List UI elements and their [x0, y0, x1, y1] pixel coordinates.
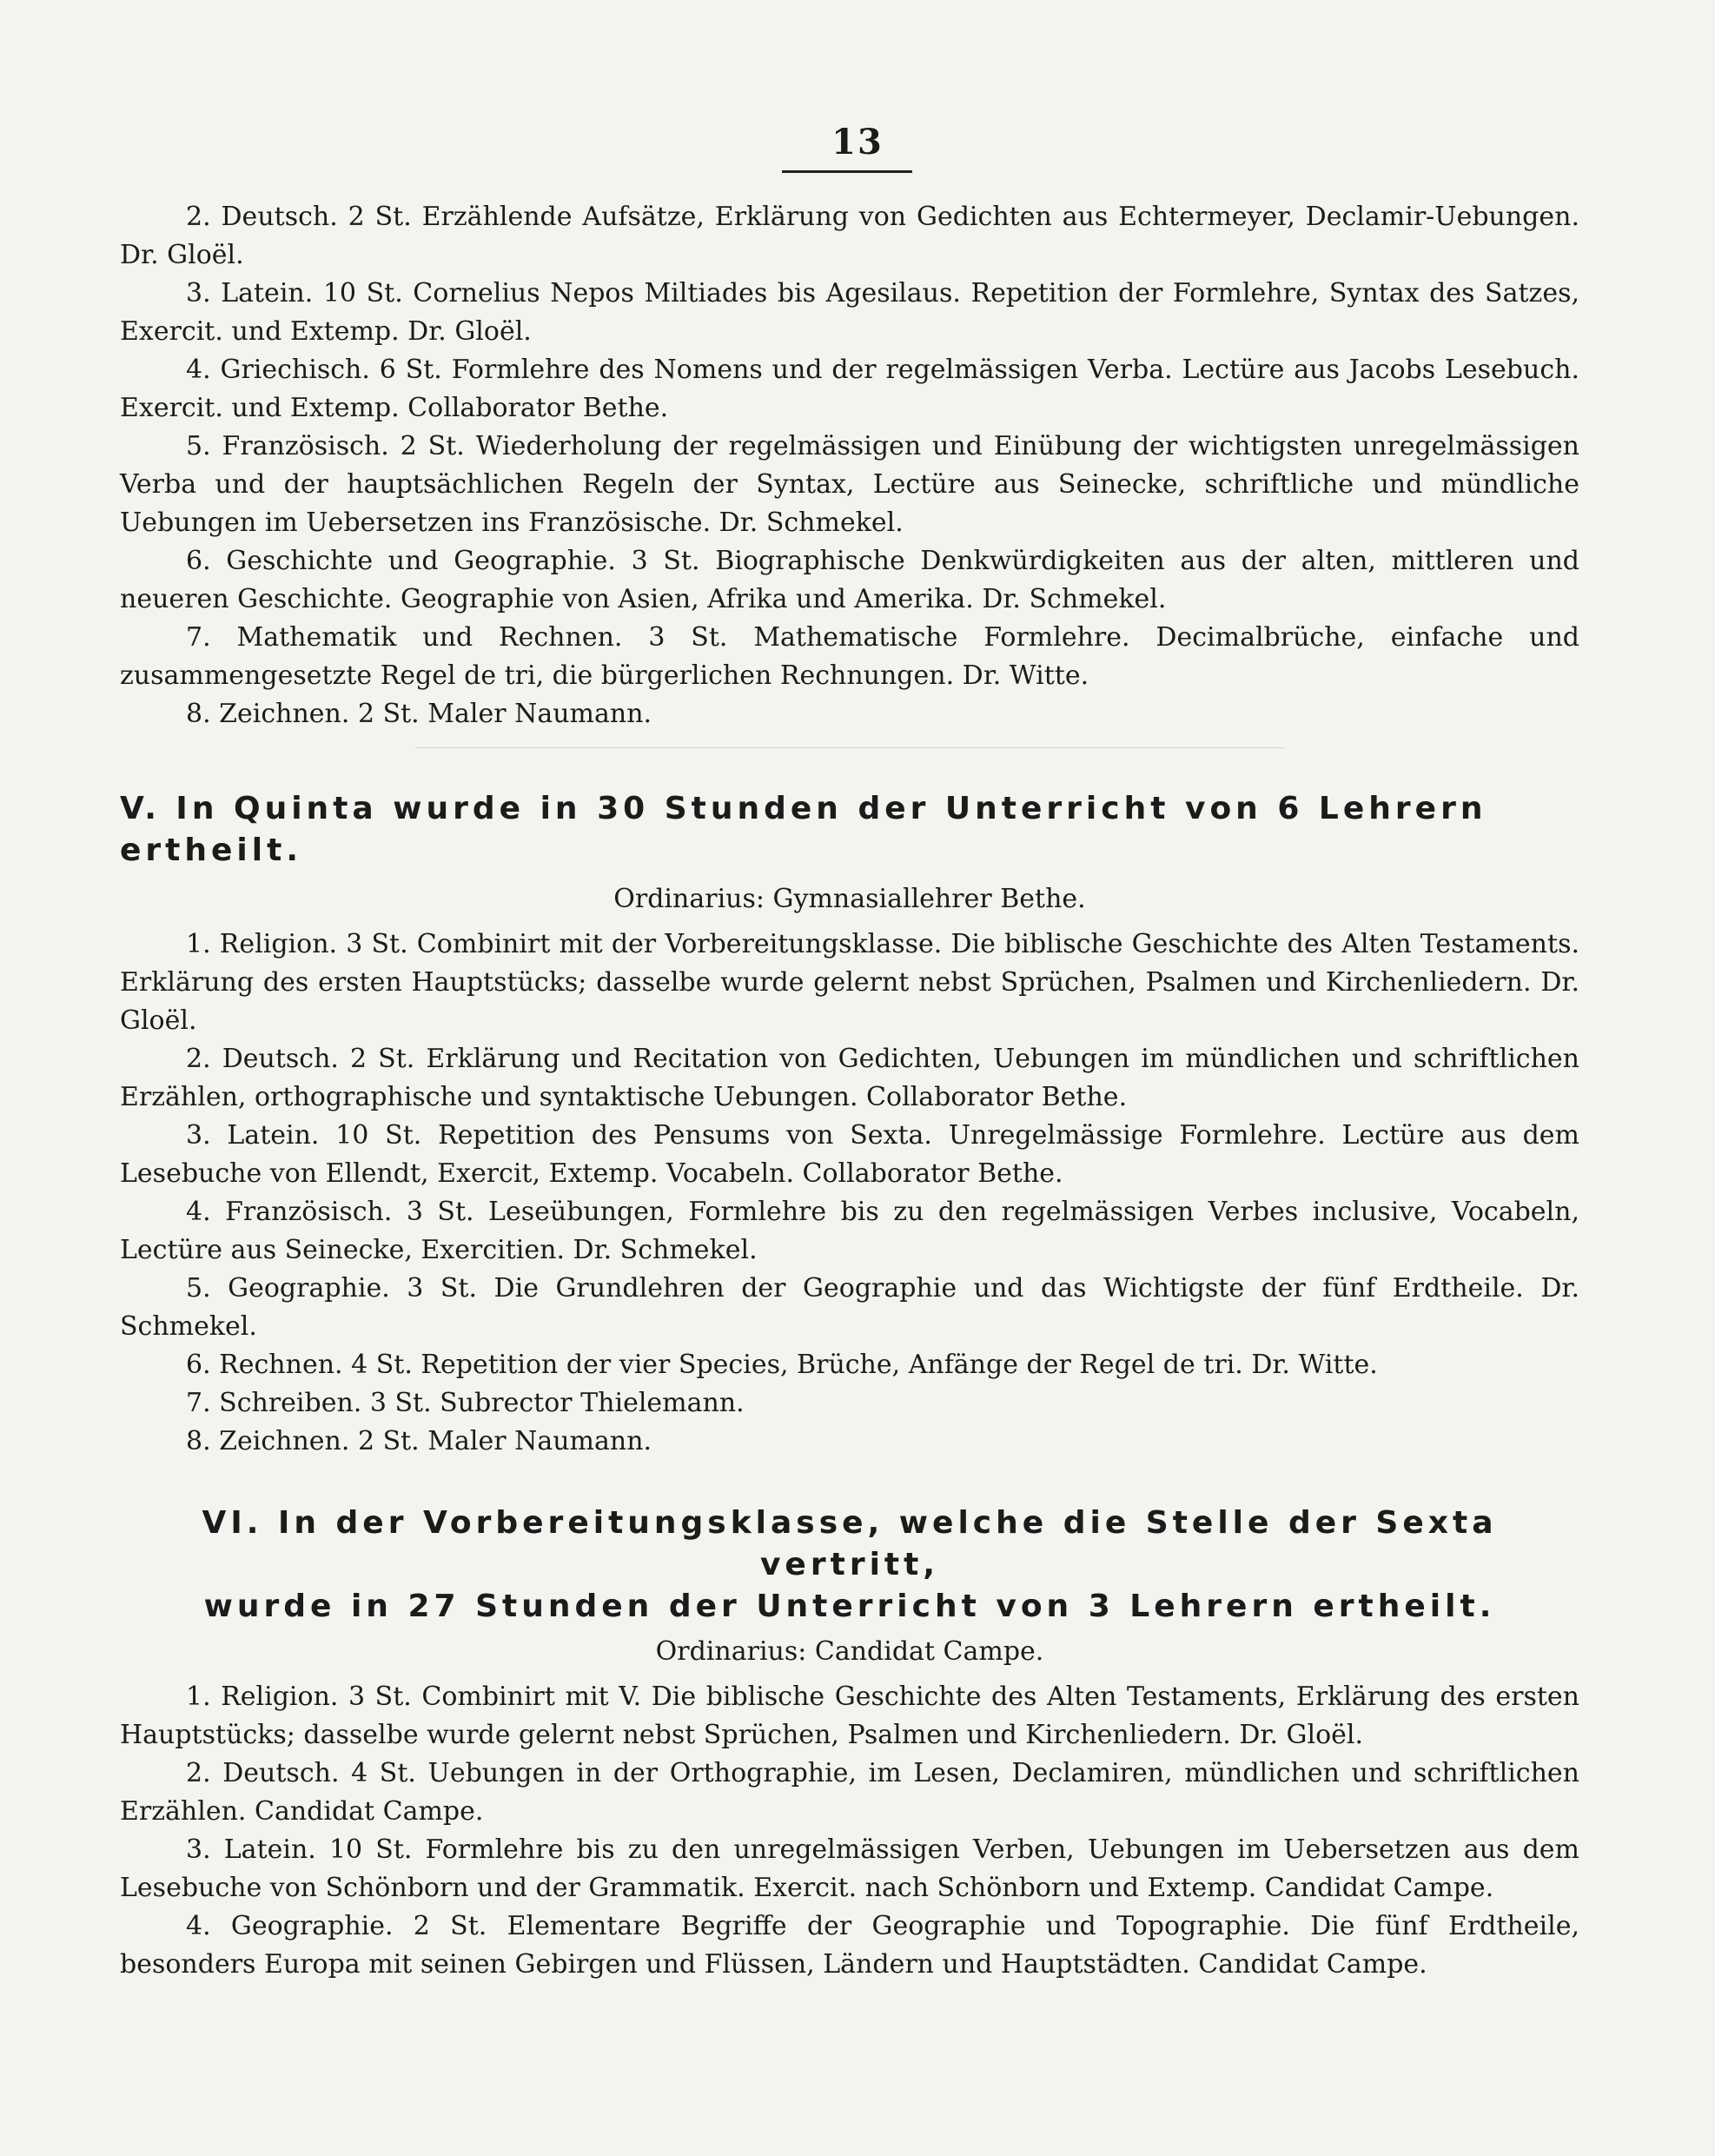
vorbereitung-entry-religion: 1. Religion. 3 St. Combinirt mit V. Die biblische Geschichte des Alten Testaments, Erklärung des ersten Hauptstücks; dasselbe wurde gelernt nebst Sprüchen, Psalmen und Kirchenliedern. Dr. Gloël. — [120, 1682, 1579, 1750]
entry-geschichte: 6. Geschichte und Geographie. 3 St. Biographische Denkwürdigkeiten aus der alten, mittleren und neueren Geschichte. Geographie von Asien, Afrika und Amerika. Dr. Schmekel. — [120, 546, 1579, 614]
page-content — [120, 198, 1579, 1984]
section-heading-vorbereitung-line2: wurde in 27 Stunden der Unterricht von 3 Lehrern ertheilt. — [203, 1589, 1496, 1624]
page-number-rule — [782, 170, 912, 173]
section-vorbereitungsklasse — [120, 1503, 1579, 1984]
quinta-entry-rechnen: 6. Rechnen. 4 St. Repetition der vier Species, Brüche, Anfänge der Regel de tri. Dr. Witte. — [186, 1350, 1378, 1380]
quinta-entry-zeichnen: 8. Zeichnen. 2 St. Maler Naumann. — [186, 1426, 652, 1456]
top-entries — [120, 198, 1579, 733]
page-number: 13 — [831, 122, 884, 163]
quinta-entry-geographie: 5. Geographie. 3 St. Die Grundlehren der Geographie und das Wichtigste der fünf Erdtheile. Dr. Schmekel. — [120, 1273, 1579, 1342]
section-quinta — [120, 788, 1579, 1461]
quinta-entry-franzoesisch: 4. Französisch. 3 St. Leseübungen, Formlehre bis zu den regelmässigen Verbes inclusive, Vocabeln, Lectüre aus Seinecke, Exercitien. Dr. Schmekel. — [120, 1197, 1579, 1265]
vorbereitung-entry-geographie: 4. Geographie. 2 St. Elementare Begriffe der Geographie und Topographie. Die fünf Erdtheile, besonders Europa mit seinen Gebirgen und Flüssen, Ländern und Hauptstädten. Candidat Campe. — [120, 1911, 1579, 1980]
entry-griechisch: 4. Griechisch. 6 St. Formlehre des Nomens und der regelmässigen Verba. Lectüre aus Jacobs Lesebuch. Exercit. und Extemp. Collaborator Bethe. — [120, 355, 1579, 423]
section-heading-vorbereitung-line1: VI. In der Vorbereitungsklasse, welche die Stelle der Sexta vertritt, — [202, 1505, 1498, 1582]
vorbereitung-entry-deutsch: 2. Deutsch. 4 St. Uebungen in der Orthographie, im Lesen, Declamiren, mündlichen und schriftlichen Erzählen. Candidat Campe. — [120, 1758, 1579, 1827]
quinta-entry-deutsch: 2. Deutsch. 2 St. Erklärung und Recitation von Gedichten, Uebungen im mündlichen und schriftlichen Erzählen, orthographische und syntaktische Uebungen. Collaborator Bethe. — [120, 1044, 1579, 1112]
ordinarius-vorbereitung: Ordinarius: Candidat Campe. — [655, 1636, 1044, 1667]
entry-latein: 3. Latein. 10 St. Cornelius Nepos Miltiades bis Agesilaus. Repetition der Formlehre, Syntax des Satzes, Exercit. und Extemp. Dr. Gloël. — [120, 278, 1579, 347]
vorbereitung-entry-latein: 3. Latein. 10 St. Formlehre bis zu den unregelmässigen Verben, Uebungen im Uebersetzen aus dem Lesebuche von Schönborn und der Grammatik. Exercit. nach Schönborn und Extemp. Candidat Campe. — [120, 1834, 1579, 1903]
quinta-entry-schreiben: 7. Schreiben. 3 St. Subrector Thielemann. — [186, 1388, 745, 1418]
quinta-entry-latein: 3. Latein. 10 St. Repetition des Pensums von Sexta. Unregelmässige Formlehre. Lectüre aus dem Lesebuche von Ellendt, Exercit, Extemp. Vocabeln. Collaborator Bethe. — [120, 1120, 1579, 1189]
entry-deutsch: 2. Deutsch. 2 St. Erzählende Aufsätze, Erklärung von Gedichten aus Echtermeyer, Declamir-Uebungen. Dr. Gloël. — [120, 202, 1579, 270]
entry-zeichnen: 8. Zeichnen. 2 St. Maler Naumann. — [186, 699, 652, 729]
quinta-entry-religion: 1. Religion. 3 St. Combinirt mit der Vorbereitungsklasse. Die biblische Geschichte des Alten Testaments. Erklärung des ersten Hauptstücks; dasselbe wurde gelernt nebst Sprüchen, Psalmen und Kirchenliedern. Dr. Gloël. — [120, 929, 1579, 1036]
ordinarius-quinta: Ordinarius: Gymnasiallehrer Bethe. — [613, 884, 1086, 914]
divider — [415, 747, 1284, 748]
entry-mathematik: 7. Mathematik und Rechnen. 3 St. Mathematische Formlehre. Decimalbrüche, einfache und zusammengesetzte Regel de tri, die bürgerlichen Rechnungen. Dr. Witte. — [120, 622, 1579, 691]
entry-franzoesisch: 5. Französisch. 2 St. Wiederholung der regelmässigen und Einübung der wichtigsten unregelmässigen Verba und der hauptsächlichen Regeln der Syntax, Lectüre aus Seinecke, schriftliche und mündliche Uebungen im Uebersetzen ins Französische. Dr. Schmekel. — [120, 431, 1579, 538]
section-heading-quinta: V. In Quinta wurde in 30 Stunden der Unterricht von 6 Lehrern ertheilt. — [120, 791, 1487, 868]
